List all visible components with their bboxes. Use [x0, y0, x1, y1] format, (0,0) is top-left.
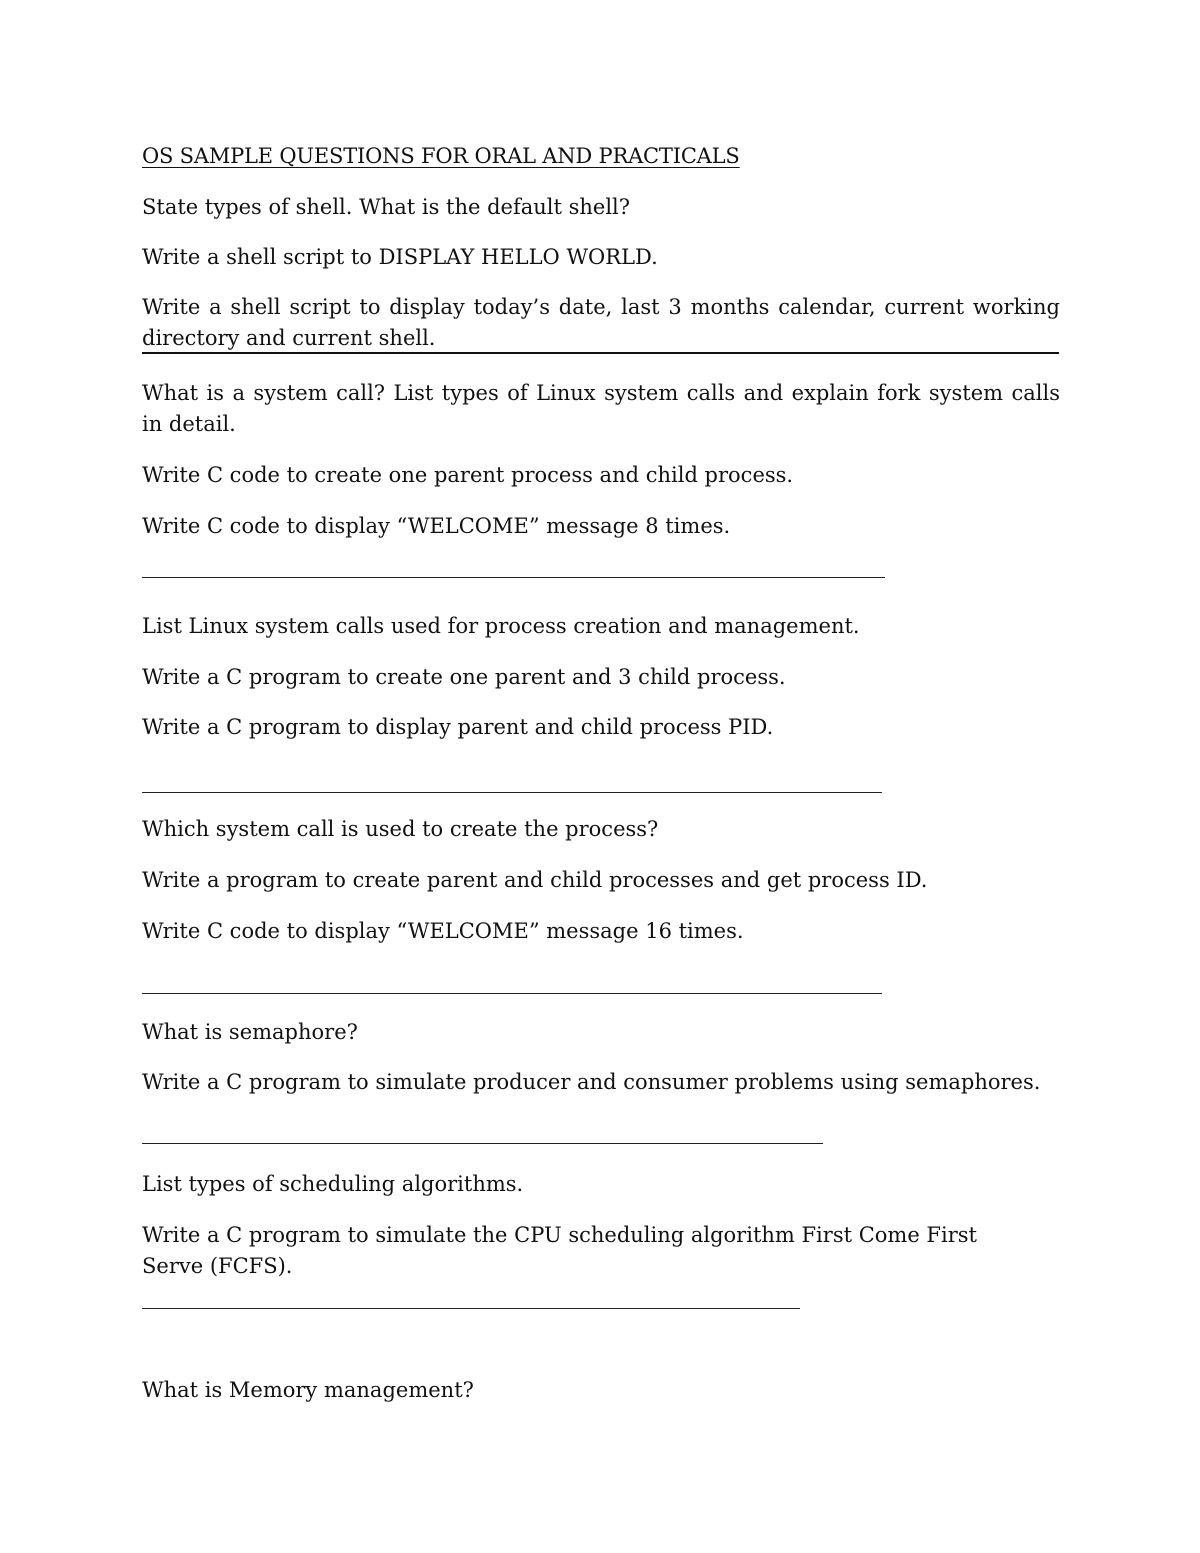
question: Write a C program to simulate the CPU scheduling algorithm First Come First Serve (FCFS).	[142, 1223, 977, 1278]
section-divider	[142, 993, 882, 994]
question: State types of shell. What is the default shell?	[142, 195, 631, 219]
question: Write a program to create parent and child processes and get process ID.	[142, 868, 928, 892]
question: Write a C program to create one parent and 3 child process.	[142, 665, 786, 689]
section-divider	[142, 792, 882, 793]
question: Which system call is used to create the process?	[142, 817, 659, 841]
section-divider	[142, 577, 885, 578]
question: Write a shell script to DISPLAY HELLO WORLD.	[142, 245, 658, 269]
question: What is Memory management?	[142, 1378, 474, 1402]
question: Write a shell script to display today’s date, last 3 months calendar, current working directory and current shell.	[142, 295, 1060, 350]
question: What is semaphore?	[142, 1020, 358, 1044]
question: Write a C program to simulate producer and consumer problems using semaphores.	[142, 1070, 1041, 1094]
section-divider	[142, 1143, 823, 1144]
section-divider	[142, 1308, 800, 1309]
section-divider	[142, 352, 1059, 354]
question: Write a C program to display parent and child process PID.	[142, 715, 774, 739]
question: Write C code to create one parent process and child process.	[142, 463, 794, 487]
question: Write C code to display “WELCOME” message 8 times.	[142, 514, 731, 538]
document-title: OS SAMPLE QUESTIONS FOR ORAL AND PRACTICALS	[142, 144, 740, 168]
question: Write C code to display “WELCOME” message 16 times.	[142, 919, 744, 943]
question: List Linux system calls used for process creation and management.	[142, 614, 860, 638]
question: List types of scheduling algorithms.	[142, 1172, 524, 1196]
question: What is a system call? List types of Linux system calls and explain fork system calls in detail.	[142, 381, 1060, 436]
